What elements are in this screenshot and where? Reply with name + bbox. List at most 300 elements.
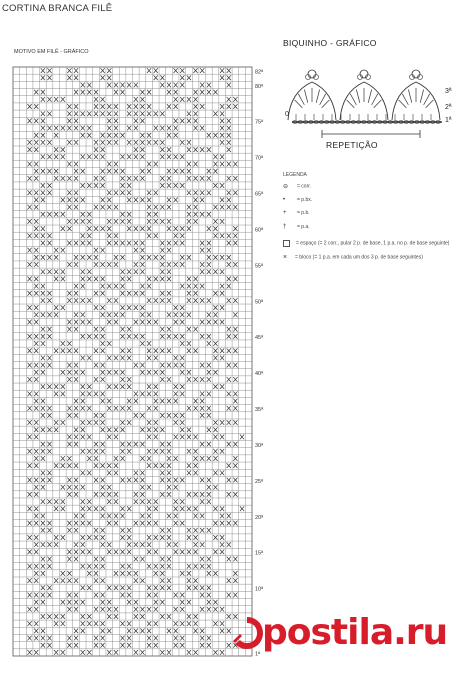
block-mark [213, 456, 217, 461]
block-mark [147, 506, 151, 511]
block-mark [220, 111, 224, 116]
block-mark [233, 391, 237, 396]
block-mark [27, 348, 31, 353]
block-mark [94, 621, 98, 626]
block-mark [180, 600, 184, 605]
row-label: 20ª [255, 514, 264, 521]
block-mark [227, 162, 231, 167]
block-mark [147, 370, 151, 375]
block-mark [160, 277, 164, 282]
block-mark [200, 212, 204, 217]
block-mark [81, 470, 85, 475]
block-mark [220, 126, 224, 131]
block-mark [200, 442, 204, 447]
block-mark [167, 348, 171, 353]
block-mark [174, 241, 178, 246]
block-mark [147, 277, 151, 282]
block-mark [54, 126, 58, 131]
block-mark [74, 176, 78, 181]
block-mark [127, 111, 131, 116]
block-mark [160, 557, 164, 562]
block-mark [187, 327, 191, 332]
block-mark [27, 650, 31, 655]
block-mark [47, 384, 51, 389]
block-mark [101, 578, 105, 583]
block-mark [147, 499, 151, 504]
block-mark [81, 521, 85, 526]
double-crochet-mark [322, 100, 330, 108]
block-mark [41, 528, 45, 533]
block-mark [147, 169, 151, 174]
block-mark [41, 413, 45, 418]
block-mark [180, 75, 184, 80]
block-mark [140, 104, 144, 109]
block-mark [47, 327, 51, 332]
block-mark [140, 248, 144, 253]
block-mark [227, 420, 231, 425]
block-mark [81, 241, 85, 246]
block-mark [114, 169, 118, 174]
block-mark [187, 370, 191, 375]
block-mark [87, 384, 91, 389]
block-mark [187, 162, 191, 167]
block-mark [174, 320, 178, 325]
block-mark [61, 97, 65, 102]
block-mark [34, 190, 38, 195]
block-mark [67, 104, 71, 109]
block-mark [140, 169, 144, 174]
block-mark [34, 363, 38, 368]
block-mark [101, 564, 105, 569]
block-mark [54, 312, 58, 317]
block-mark [120, 348, 124, 353]
block-mark [101, 506, 105, 511]
block-mark [47, 334, 51, 339]
block-mark [227, 68, 231, 73]
block-mark [94, 277, 98, 282]
block-mark [94, 528, 98, 533]
block-mark [127, 528, 131, 533]
block-mark [200, 564, 204, 569]
block-mark [34, 628, 38, 633]
block-mark [34, 449, 38, 454]
block-mark [41, 370, 45, 375]
block-mark [101, 514, 105, 519]
block-mark [41, 557, 45, 562]
block-mark [41, 97, 45, 102]
block-mark [74, 162, 78, 167]
block-mark [134, 478, 138, 483]
block-mark [134, 83, 138, 88]
block-mark [174, 312, 178, 317]
block-mark [94, 643, 98, 648]
block-mark [67, 442, 71, 447]
block-mark [193, 219, 197, 224]
block-mark [213, 506, 217, 511]
block-mark [114, 406, 118, 411]
block-mark [74, 291, 78, 296]
block-mark [94, 226, 98, 231]
block-mark [207, 90, 211, 95]
block-mark [27, 506, 31, 511]
block-mark [67, 262, 71, 267]
block-mark [101, 248, 105, 253]
block-mark [47, 470, 51, 475]
block-mark [47, 478, 51, 483]
block-mark [127, 636, 131, 641]
block-mark [101, 334, 105, 339]
block-mark [47, 190, 51, 195]
block-mark [154, 68, 158, 73]
block-mark [81, 277, 85, 282]
block-mark [34, 197, 38, 202]
block-mark [187, 118, 191, 123]
block-mark [34, 542, 38, 547]
block-mark [127, 197, 131, 202]
block-mark [233, 478, 237, 483]
block-mark [167, 197, 171, 202]
block-mark [34, 377, 38, 382]
block-mark [67, 600, 71, 605]
block-mark [200, 190, 204, 195]
block-mark [67, 241, 71, 246]
block-mark [81, 427, 85, 432]
block-mark [167, 169, 171, 174]
block-mark [61, 535, 65, 540]
block-mark [127, 442, 131, 447]
block-mark [87, 298, 91, 303]
block-mark [81, 549, 85, 554]
block-mark [27, 104, 31, 109]
block-mark [167, 183, 171, 188]
block-mark [193, 212, 197, 217]
legend-item-space: = espaço (= 2 corr., pular 2 p. de base, 1 p.a. no p. de base seguinte) [283, 240, 449, 247]
block-mark [54, 277, 58, 282]
block-mark [120, 133, 124, 138]
block-mark [27, 535, 31, 540]
block-mark [41, 140, 45, 145]
block-mark [213, 154, 217, 159]
block-mark [140, 140, 144, 145]
block-mark [94, 97, 98, 102]
block-mark [67, 118, 71, 123]
double-crochet-mark [356, 89, 359, 102]
block-mark [140, 97, 144, 102]
block-mark [74, 478, 78, 483]
block-mark [61, 650, 65, 655]
block-mark [180, 169, 184, 174]
block-mark [47, 233, 51, 238]
block-mark [67, 528, 71, 533]
block-mark [147, 133, 151, 138]
block-mark [147, 298, 151, 303]
block-mark [160, 470, 164, 475]
block-mark [187, 277, 191, 282]
block-mark [140, 154, 144, 159]
block-mark [207, 262, 211, 267]
block-mark [140, 470, 144, 475]
block-mark [114, 549, 118, 554]
block-mark [34, 621, 38, 626]
block-mark [160, 327, 164, 332]
block-mark [180, 284, 184, 289]
block-mark [47, 585, 51, 590]
block-mark [167, 449, 171, 454]
block-mark [34, 226, 38, 231]
block-mark [154, 391, 158, 396]
block-mark [107, 169, 111, 174]
block-mark [147, 564, 151, 569]
block-mark [41, 284, 45, 289]
block-mark [61, 571, 65, 576]
block-mark [87, 585, 91, 590]
block-mark [54, 305, 58, 310]
block-mark [227, 197, 231, 202]
block-mark [134, 147, 138, 152]
block-mark [41, 542, 45, 547]
block-mark [34, 391, 38, 396]
block-mark [213, 320, 217, 325]
block-mark [81, 514, 85, 519]
block-mark [74, 320, 78, 325]
block-mark [74, 485, 78, 490]
block-mark [67, 521, 71, 526]
block-mark [127, 600, 131, 605]
block-mark [147, 427, 151, 432]
block-mark [61, 600, 65, 605]
block-mark [193, 614, 197, 619]
block-mark [41, 427, 45, 432]
block-mark [227, 262, 231, 267]
block-mark [127, 212, 131, 217]
block-mark [34, 549, 38, 554]
block-mark [193, 406, 197, 411]
block-mark [120, 549, 124, 554]
block-mark [81, 449, 85, 454]
block-mark [147, 435, 151, 440]
block-mark [27, 320, 31, 325]
block-mark [134, 399, 138, 404]
block-mark [34, 636, 38, 641]
block-mark [87, 456, 91, 461]
block-mark [167, 628, 171, 633]
block-mark [233, 399, 237, 404]
block-mark [67, 435, 71, 440]
block-mark [107, 205, 111, 210]
block-mark [54, 169, 58, 174]
block-mark [34, 435, 38, 440]
block-mark [200, 528, 204, 533]
block-mark [200, 83, 204, 88]
block-mark [160, 427, 164, 432]
block-mark [74, 241, 78, 246]
block-mark [200, 269, 204, 274]
block-mark [67, 607, 71, 612]
block-mark [140, 118, 144, 123]
block-mark [140, 578, 144, 583]
block-mark [200, 284, 204, 289]
block-mark [140, 312, 144, 317]
block-mark [140, 363, 144, 368]
block-mark [120, 571, 124, 576]
edging-row-2: 2ª [445, 104, 452, 111]
block-mark [47, 557, 51, 562]
block-mark [47, 75, 51, 80]
row-label: 82ª [255, 69, 264, 76]
block-mark [220, 506, 224, 511]
block-mark [94, 154, 98, 159]
block-mark [54, 147, 58, 152]
block-mark [101, 542, 105, 547]
block-mark [41, 269, 45, 274]
block-mark [120, 169, 124, 174]
block-mark [187, 600, 191, 605]
block-mark [174, 226, 178, 231]
block-mark [154, 463, 158, 468]
block-mark [180, 370, 184, 375]
block-mark [220, 183, 224, 188]
block-mark [61, 420, 65, 425]
block-mark [167, 463, 171, 468]
block-mark [227, 578, 231, 583]
block-mark [87, 183, 91, 188]
block-mark [127, 399, 131, 404]
block-mark [87, 614, 91, 619]
block-mark [41, 406, 45, 411]
block-mark [81, 269, 85, 274]
block-mark [193, 197, 197, 202]
row-label: 70ª [255, 155, 264, 162]
block-mark [67, 111, 71, 116]
block-mark [193, 104, 197, 109]
block-mark [67, 197, 71, 202]
block-mark [167, 133, 171, 138]
block-mark [107, 75, 111, 80]
block-mark [174, 363, 178, 368]
block-mark [34, 140, 38, 145]
block-mark [220, 449, 224, 454]
block-mark [174, 485, 178, 490]
block-mark [140, 262, 144, 267]
block-mark [94, 334, 98, 339]
block-mark [160, 348, 164, 353]
block-mark [180, 427, 184, 432]
block-mark [187, 564, 191, 569]
block-mark [67, 226, 71, 231]
block-mark [74, 90, 78, 95]
block-mark [27, 277, 31, 282]
block-mark [81, 435, 85, 440]
block-mark [187, 549, 191, 554]
block-mark [87, 506, 91, 511]
block-mark [180, 233, 184, 238]
block-mark [187, 291, 191, 296]
block-mark [227, 478, 231, 483]
block-mark [74, 578, 78, 583]
block-mark [134, 154, 138, 159]
block-mark [61, 348, 65, 353]
block-mark [154, 277, 158, 282]
block-mark [233, 97, 237, 102]
block-mark [193, 291, 197, 296]
block-mark [193, 650, 197, 655]
block-mark [107, 406, 111, 411]
block-mark [193, 348, 197, 353]
block-mark [74, 463, 78, 468]
block-mark [94, 140, 98, 145]
block-mark [67, 341, 71, 346]
block-mark [233, 327, 237, 332]
block-mark [120, 356, 124, 361]
block-mark [200, 514, 204, 519]
block-mark [120, 219, 124, 224]
block-mark [61, 614, 65, 619]
block-mark [147, 607, 151, 612]
block-mark [167, 176, 171, 181]
block-mark [101, 75, 105, 80]
block-mark [74, 255, 78, 260]
block-mark [220, 133, 224, 138]
block-mark [134, 499, 138, 504]
block-mark [87, 219, 91, 224]
block-mark [154, 298, 158, 303]
block-mark [187, 427, 191, 432]
block-mark [27, 420, 31, 425]
block-mark [213, 435, 217, 440]
block-mark [154, 370, 158, 375]
block-mark [233, 363, 237, 368]
block-mark [41, 643, 45, 648]
block-mark [101, 485, 105, 490]
block-mark [94, 607, 98, 612]
double-crochet-mark [374, 100, 382, 108]
block-mark [227, 298, 231, 303]
block-mark [101, 205, 105, 210]
block-mark [220, 118, 224, 123]
block-mark [114, 190, 118, 195]
block-mark [127, 176, 131, 181]
block-mark [154, 348, 158, 353]
block-mark [167, 154, 171, 159]
block-mark [140, 133, 144, 138]
block-mark [61, 226, 65, 231]
block-mark [140, 514, 144, 519]
block-mark [67, 205, 71, 210]
block-mark [41, 341, 45, 346]
block-mark [87, 277, 91, 282]
block-mark [220, 621, 224, 626]
block-mark [154, 140, 158, 145]
block-mark [47, 363, 51, 368]
start-marker: 0 [285, 111, 289, 118]
block-mark [140, 614, 144, 619]
double-crochet-mark [424, 94, 430, 105]
block-mark [187, 255, 191, 260]
block-mark [180, 384, 184, 389]
block-mark [140, 320, 144, 325]
block-mark [167, 205, 171, 210]
block-mark [193, 470, 197, 475]
block-mark [101, 442, 105, 447]
block-mark [160, 205, 164, 210]
block-mark [180, 420, 184, 425]
block-mark [207, 636, 211, 641]
block-mark [174, 456, 178, 461]
block-mark [213, 348, 217, 353]
row-label: 65ª [255, 191, 264, 198]
block-mark [147, 643, 151, 648]
block-mark [107, 312, 111, 317]
